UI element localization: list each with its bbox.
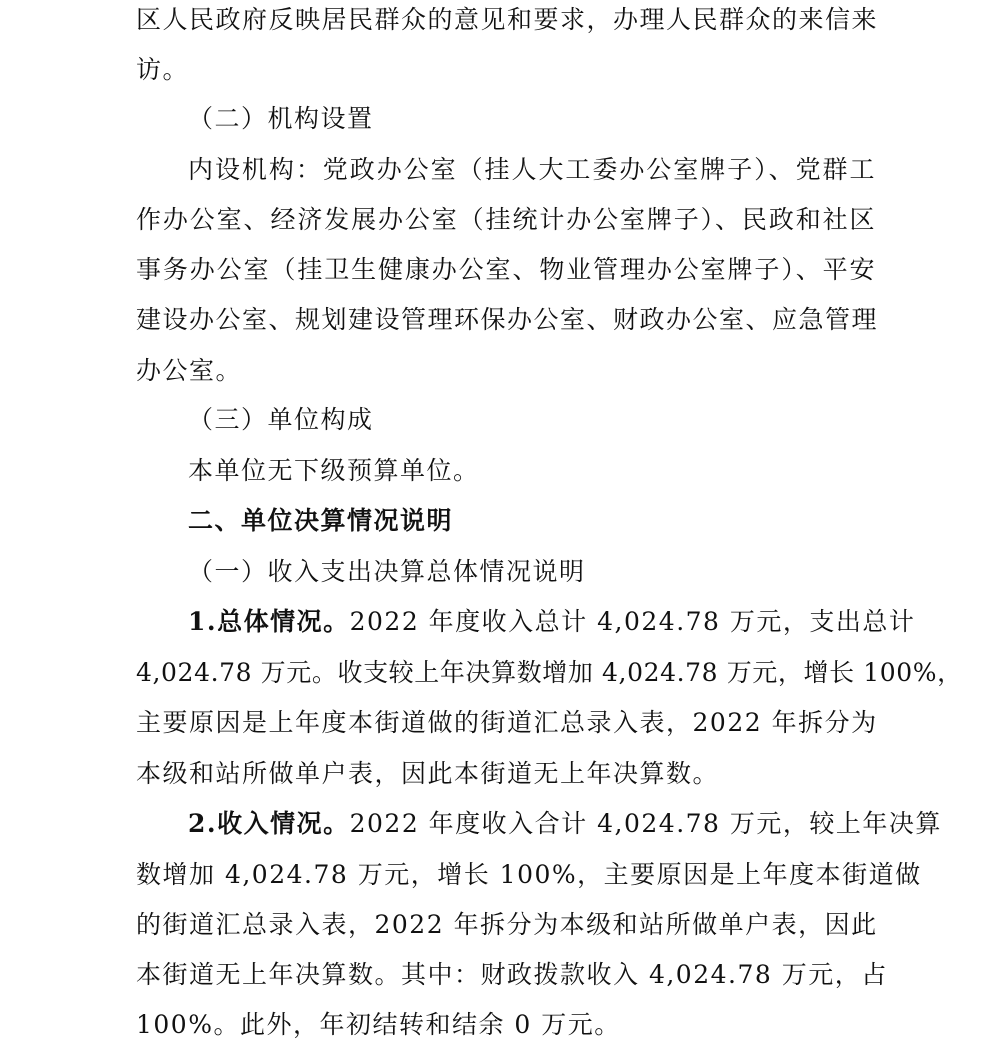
section-heading-units: （三）单位构成 xyxy=(188,405,374,434)
paragraph-line-income xyxy=(136,804,942,844)
bold-lead-total: 1.总体情况。 xyxy=(188,607,350,636)
paragraph-line: 4,024.78 万元。收支较上年决算数增加 4,024.78 万元，增长 100%， xyxy=(136,658,963,687)
paragraph-line: 作办公室、经济发展办公室（挂统计办公室牌子）、民政和社区 xyxy=(136,205,876,234)
paragraph-line: 本单位无下级预算单位。 xyxy=(188,456,480,485)
section-heading-org: （二）机构设置 xyxy=(188,104,374,133)
section-heading-summary: （一）收入支出决算总体情况说明 xyxy=(188,557,586,586)
paragraph-line: 办公室。 xyxy=(136,356,243,385)
paragraph-line: 本级和站所做单户表，因此本街道无上年决算数。 xyxy=(136,759,720,788)
paragraph-line: 建设办公室、规划建设管理环保办公室、财政办公室、应急管理 xyxy=(136,305,879,334)
paragraph-line: 本街道无上年决算数。其中：财政拨款收入 4,024.78 万元，占 xyxy=(136,960,888,989)
paragraph-line: 数增加 4,024.78 万元，增长 100%，主要原因是上年度本街道做 xyxy=(136,860,922,889)
paragraph-line: 内设机构：党政办公室（挂人大工委办公室牌子）、党群工 xyxy=(188,155,876,184)
paragraph-line: 访。 xyxy=(136,55,190,84)
bold-lead-income: 2.收入情况。 xyxy=(188,809,350,838)
paragraph-text: 2022 年度收入合计 4,024.78 万元，较上年决算 xyxy=(349,809,942,838)
paragraph-line: 事务办公室（挂卫生健康办公室、物业管理办公室牌子）、平安 xyxy=(136,255,876,284)
paragraph-line: 100%。此外，年初结转和结余 0 万元。 xyxy=(136,1010,621,1039)
paragraph-line-total xyxy=(136,602,916,642)
paragraph-line: 主要原因是上年度本街道做的街道汇总录入表，2022 年拆分为 xyxy=(136,708,878,737)
chapter-heading: 二、单位决算情况说明 xyxy=(188,506,454,535)
paragraph-text: 2022 年度收入总计 4,024.78 万元，支出总计 xyxy=(349,607,916,636)
paragraph-line: 的街道汇总录入表，2022 年拆分为本级和站所做单户表，因此 xyxy=(136,910,878,939)
paragraph-line: 区人民政府反映居民群众的意见和要求，办理人民群众的来信来 xyxy=(136,5,879,34)
